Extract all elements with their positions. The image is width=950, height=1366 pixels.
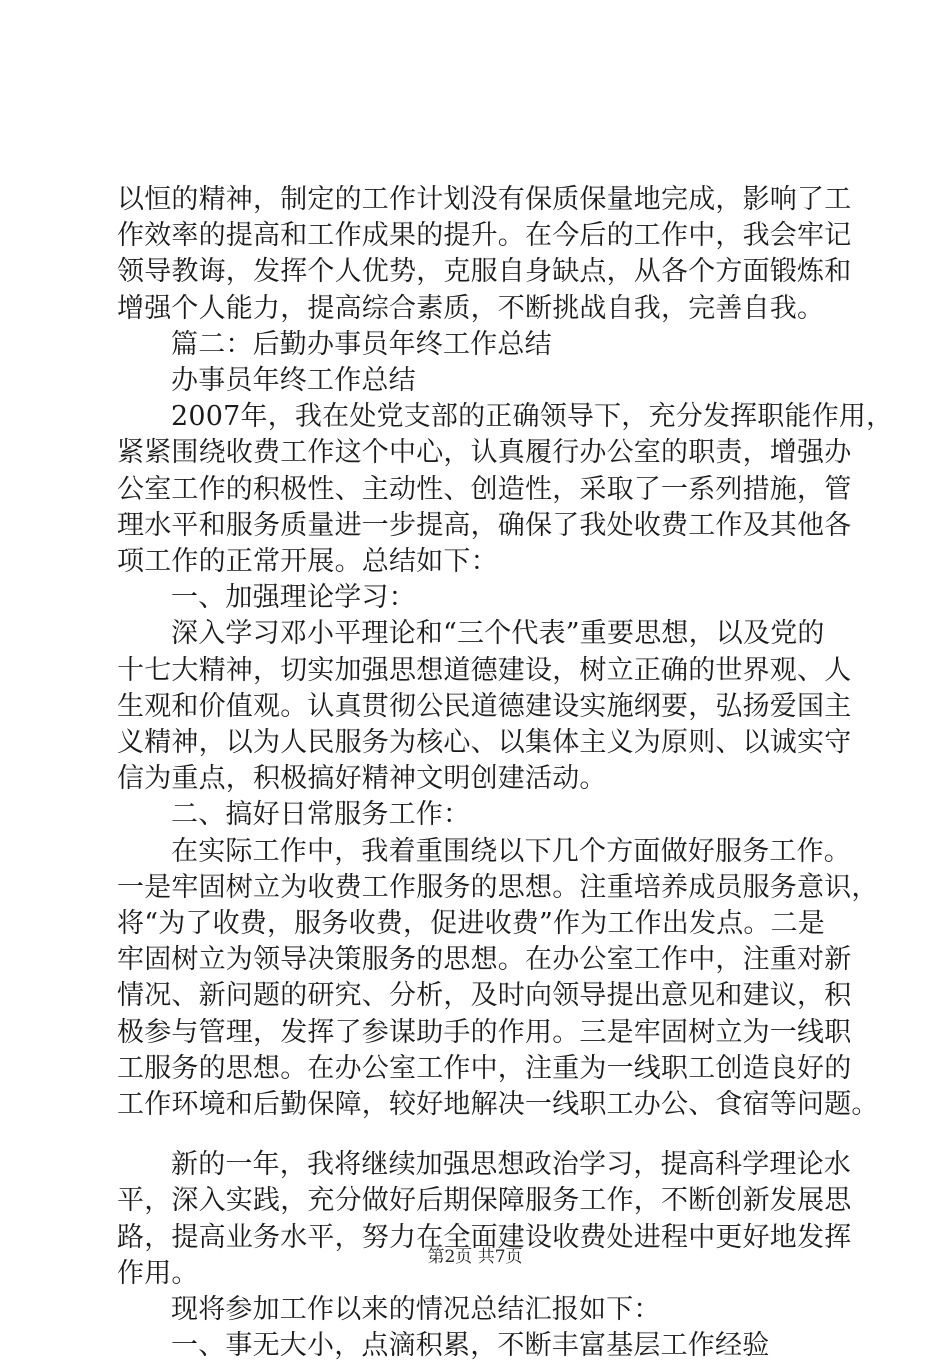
section-heading: 一、事无大小，点滴积累，不断丰富基层工作经验 <box>171 1330 770 1362</box>
body-line: 一是牢固树立为收费工作服务的思想。注重培养成员服务意识， <box>117 871 879 903</box>
body-line: 公室工作的积极性、主动性、创造性，采取了一系列措施，管 <box>117 473 852 505</box>
body-line: 项工作的正常开展。总结如下： <box>117 546 498 577</box>
body-line: 增强个人能力，提高综合素质，不断挑战自我，完善自我。 <box>117 292 825 324</box>
body-line: 在实际工作中，我着重围绕以下几个方面做好服务工作。 <box>171 835 851 867</box>
section-heading: 一、加强理论学习： <box>171 582 416 614</box>
section-heading: 二、搞好日常服务工作： <box>171 799 471 831</box>
body-line: 深入学习邓小平理论和“三个代表”重要思想，以及党的 <box>171 618 825 650</box>
body-line: 领导教诲，发挥个人优势，克服自身缺点，从各个方面锻炼和 <box>117 256 852 288</box>
body-line: 以恒的精神，制定的工作计划没有保质保量地完成，影响了工 <box>117 184 852 215</box>
body-line: 十七大精神，切实加强思想道德建设，树立正确的世界观、人 <box>117 654 852 686</box>
body-line: 生观和价值观。认真贯彻公民道德建设实施纲要，弘扬爱国主 <box>117 690 852 722</box>
body-line: 将“为了收费，服务收费，促进收费”作为工作出发点。二是 <box>117 908 826 939</box>
body-line: 工作环境和后勤保障，较好地解决一线职工办公、食宿等问题。 <box>117 1089 879 1120</box>
body-line: 新的一年，我将继续加强思想政治学习，提高科学理论水 <box>171 1149 851 1181</box>
page-indicator: 第2页 共7页 <box>427 1247 523 1267</box>
subheading: 办事员年终工作总结 <box>171 365 416 396</box>
body-line: 紧紧围绕收费工作这个中心，认真履行办公室的职责，增强办 <box>117 437 852 469</box>
body-line: 信为重点，积极搞好精神文明创建活动。 <box>117 763 607 795</box>
body-line: 现将参加工作以来的情况总结汇报如下： <box>171 1294 661 1325</box>
body-line: 情况、新问题的研究、分析，及时向领导提出意见和建议，积 <box>117 980 852 1012</box>
body-line: 极参与管理，发挥了参谋助手的作用。三是牢固树立为一线职 <box>117 1016 852 1048</box>
body-line: 工服务的思想。在办公室工作中，注重为一线职工创造良好的 <box>117 1052 852 1084</box>
body-line: 义精神，以为人民服务为核心、以集体主义为原则、以诚实守 <box>117 727 852 758</box>
body-line: 理水平和服务质量进一步提高，确保了我处收费工作及其他各 <box>117 509 852 541</box>
body-line: 作效率的提高和工作成果的提升。在今后的工作中，我会牢记 <box>117 220 852 252</box>
body-line: 2007年，我在处党支部的正确领导下，充分发挥职能作用， <box>171 401 894 433</box>
body-line: 牢固树立为领导决策服务的思想。在办公室工作中，注重对新 <box>117 944 852 976</box>
body-line: 作用。 <box>117 1257 199 1289</box>
section-heading: 篇二：后勤办事员年终工作总结 <box>171 328 552 360</box>
body-line: 平，深入实践，充分做好后期保障服务工作，不断创新发展思 <box>117 1185 852 1217</box>
body-line: 路，提高业务水平，努力在全面建设收费处进程中更好地发挥 <box>117 1221 852 1253</box>
